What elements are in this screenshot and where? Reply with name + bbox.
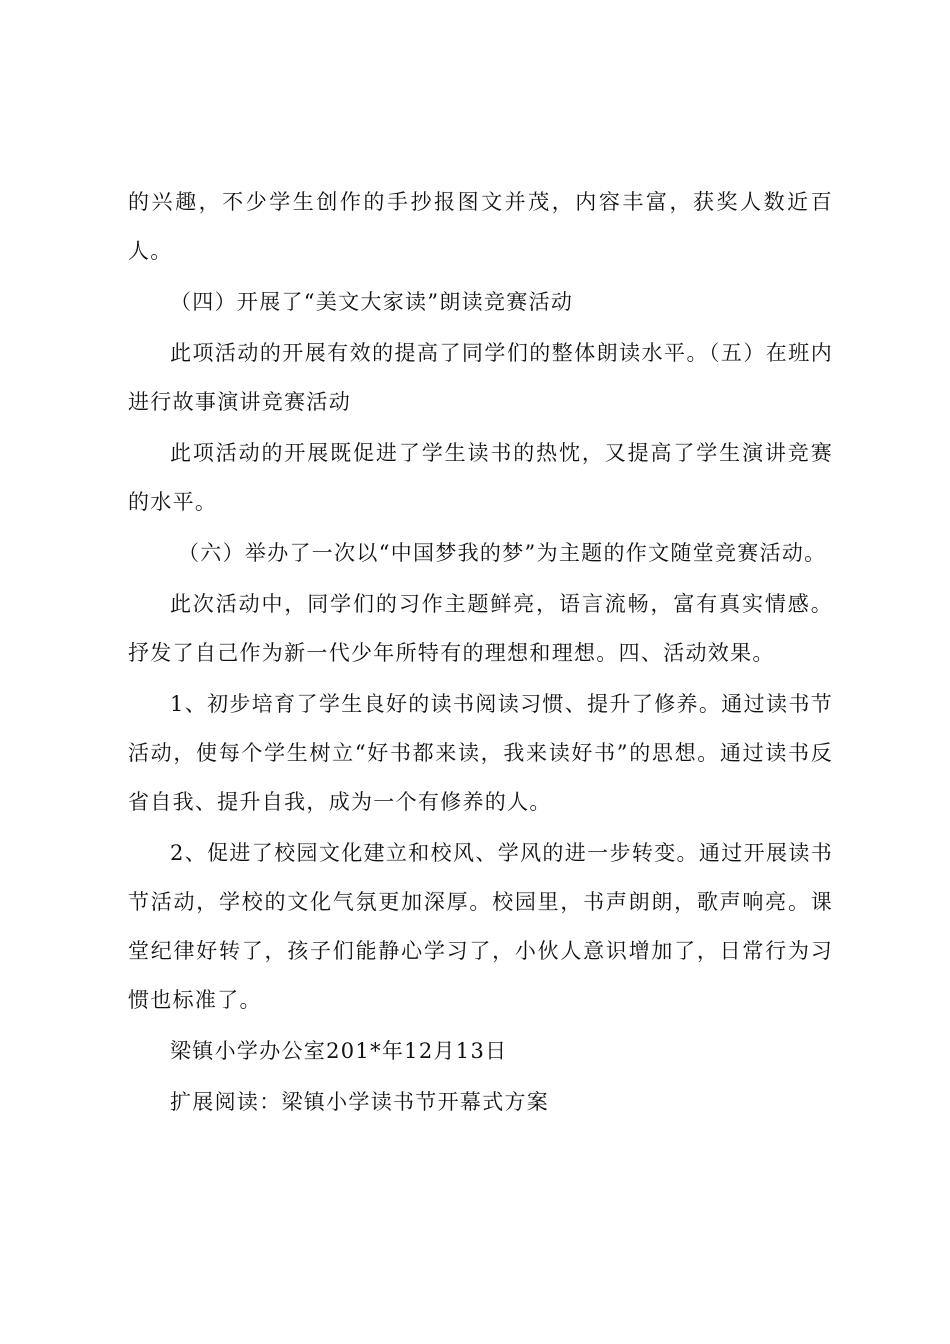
paragraph-essay-contest: 此次活动中，同学们的习作主题鲜亮，语言流畅，富有真实情感。抒发了自己作为新一代少年所特有的理想和理想。四、活动效果。 xyxy=(128,592,833,665)
paragraph-effect-one: 1、初步培育了学生良好的读书阅读习惯、提升了修养。通过读书节活动，使每个学生树立“好书都来读，我来读好书”的思想。通过读书反省自我、提升自我，成为一个有修养的人。 xyxy=(128,692,833,814)
extended-reading-line: 扩展阅读：梁镇小学读书节开幕式方案 xyxy=(170,1090,550,1114)
paragraph-continuation: 的兴趣，不少学生创作的手抄报图文并茂，内容丰富，获奖人数近百人。 xyxy=(128,190,833,263)
document-body xyxy=(128,178,833,1127)
section-heading-six: （六）举办了一次以“中国梦我的梦”为主题的作文随堂竞赛活动。 xyxy=(178,541,827,565)
paragraph-speech-contest: 此项活动的开展既促进了学生读书的热忱，又提高了学生演讲竞赛的水平。 xyxy=(128,441,833,514)
signature-line: 梁镇小学办公室201*年12月13日 xyxy=(170,1039,508,1063)
section-heading-four: （四）开展了“美文大家读”朗读竞赛活动 xyxy=(170,290,574,314)
paragraph-reading-contest: 此项活动的开展有效的提高了同学们的整体朗读水平。（五）在班内进行故事演讲竞赛活动 xyxy=(128,341,833,414)
paragraph-effect-two: 2、促进了校园文化建立和校风、学风的进一步转变。通过开展读书节活动，学校的文化气氛更加深厚。校园里，书声朗朗，歌声响亮。课堂纪律好转了，孩子们能静心学习了，小伙人意识增加了，日常行为习惯也标准了。 xyxy=(128,841,833,1012)
